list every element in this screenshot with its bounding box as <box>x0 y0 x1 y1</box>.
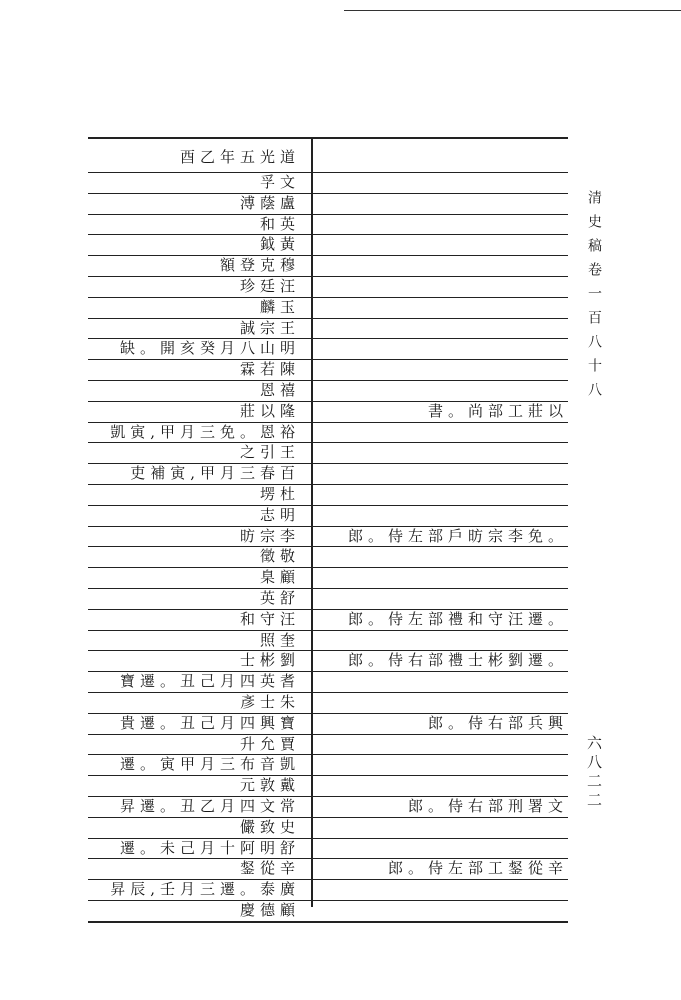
row-right-cell <box>316 147 568 167</box>
row-left-cell: 之引王 <box>239 443 300 461</box>
row-rule <box>88 921 568 923</box>
row-right-cell <box>316 671 568 691</box>
column-divider <box>311 137 313 907</box>
row-right-cell: 郎。侍左部工錖從辛 <box>387 859 568 877</box>
top-rule <box>344 10 681 11</box>
row-left-cell: 吏補寅,甲月三春百 <box>130 464 300 482</box>
row-left-cell: 霖若陳 <box>239 360 300 378</box>
row-left-cell: 額登克穆 <box>219 256 300 274</box>
row-right-cell <box>316 234 568 254</box>
row-left-cell: 莊以隆 <box>239 402 300 420</box>
row-right-cell <box>316 276 568 296</box>
row-right-cell <box>316 879 568 899</box>
row-left-cell: 和英 <box>259 215 300 233</box>
row-right-cell <box>316 734 568 754</box>
row-right-cell: 書。尚部工莊以 <box>427 402 568 420</box>
row-left-cell: 英舒 <box>259 589 300 607</box>
row-right-cell: 郎。侍左部戶昉宗李免。 <box>347 527 568 545</box>
row-left-cell: 錖從辛 <box>239 859 300 877</box>
row-right-cell <box>316 567 568 587</box>
row-left-cell: 遷。未己月十阿明舒 <box>119 839 300 857</box>
row-right-cell: 郎。侍右部刑署文 <box>407 797 568 815</box>
row-left-cell: 塄杜 <box>259 485 300 503</box>
row-right-cell: 郎。侍左部禮和守汪遷。 <box>347 610 568 628</box>
row-left-cell: 鉞黃 <box>259 235 300 253</box>
row-right-cell <box>316 546 568 566</box>
row-right-cell <box>316 338 568 358</box>
row-right-cell <box>316 838 568 858</box>
row-left-cell: 彥士朱 <box>239 693 300 711</box>
row-left-cell: 珍廷汪 <box>239 277 300 295</box>
row-right-cell <box>316 297 568 317</box>
row-left-cell: 照奎 <box>259 631 300 649</box>
row-left-cell: 遷。寅甲月三布音凱 <box>119 755 300 773</box>
row-left-cell: 寶遷。丑己月四英耆 <box>119 672 300 690</box>
row-left-cell: 誠宗王 <box>239 319 300 337</box>
page-number: 六八二二 <box>585 735 603 811</box>
row-right-cell: 郎。侍右部兵興 <box>427 714 568 732</box>
row-left-cell: 昉宗李 <box>239 527 300 545</box>
row-right-cell <box>316 318 568 338</box>
row-right-cell <box>316 484 568 504</box>
row-right-cell <box>316 900 568 920</box>
row-right-cell <box>316 359 568 379</box>
row-left-cell: 儼致史 <box>239 818 300 836</box>
row-right-cell <box>316 380 568 400</box>
row-right-cell <box>316 172 568 192</box>
row-right-cell <box>316 193 568 213</box>
row-right-cell <box>316 775 568 795</box>
row-right-cell <box>316 692 568 712</box>
row-left-cell: 麟玉 <box>259 298 300 316</box>
row-left-cell: 升允賈 <box>239 735 300 753</box>
row-right-cell <box>316 630 568 650</box>
row-left-cell: 慶德顧 <box>239 901 300 919</box>
row-right-cell <box>316 754 568 774</box>
row-right-cell <box>316 463 568 483</box>
row-left-cell: 志明 <box>259 506 300 524</box>
row-left-cell: 缺。開亥癸月八山明 <box>119 339 300 357</box>
row-left-cell: 酉乙年五光道 <box>179 148 300 166</box>
row-left-cell: 恩禧 <box>259 381 300 399</box>
row-right-cell: 郎。侍右部禮士彬劉遷。 <box>347 651 568 669</box>
row-right-cell <box>316 214 568 234</box>
row-left-cell: 徵敬 <box>259 547 300 565</box>
margin-title: 清史稿卷一百八十八 <box>586 190 602 406</box>
row-left-cell: 貴遷。丑己月四興寶 <box>119 714 300 732</box>
row-left-cell: 士彬劉 <box>239 651 300 669</box>
row-left-cell: 孚文 <box>259 173 300 191</box>
row-right-cell <box>316 505 568 525</box>
row-left-cell: 和守汪 <box>239 610 300 628</box>
row-right-cell <box>316 442 568 462</box>
row-left-cell: 昇遷。丑乙月四文常 <box>119 797 300 815</box>
row-right-cell <box>316 255 568 275</box>
row-rule <box>88 137 568 139</box>
row-left-cell: 昇辰,壬月三遷。泰廣 <box>110 880 300 898</box>
row-left-cell: 元敦戴 <box>239 776 300 794</box>
row-left-cell: 凱寅,甲月三免。恩裕 <box>110 423 300 441</box>
row-right-cell <box>316 422 568 442</box>
row-right-cell <box>316 817 568 837</box>
row-left-cell: 溥蔭盧 <box>239 194 300 212</box>
row-right-cell <box>316 588 568 608</box>
row-left-cell: 臬顧 <box>259 568 300 586</box>
